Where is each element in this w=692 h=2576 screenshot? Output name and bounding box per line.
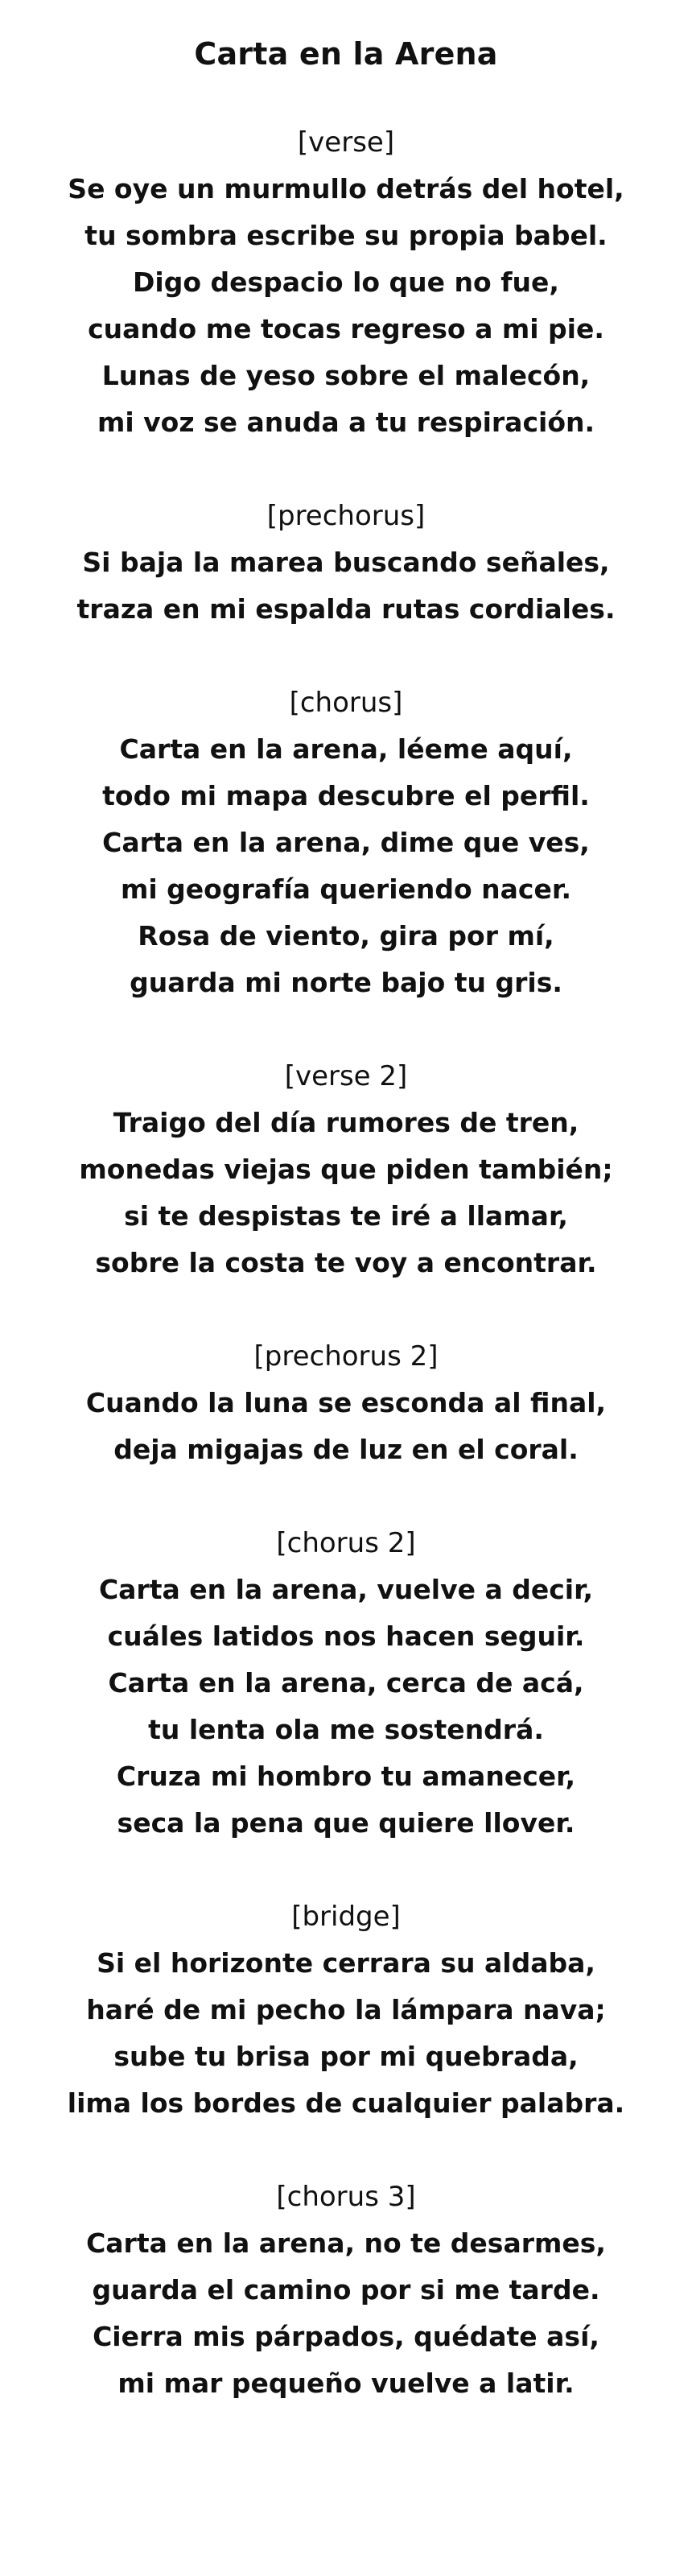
- lyric-line: Carta en la arena, dime que ves,: [102, 827, 590, 858]
- lyric-line: traza en mi espalda rutas cordiales.: [76, 593, 616, 625]
- lyrics-section: [0, 679, 692, 1006]
- lyric-line: Carta en la arena, cerca de acá,: [108, 1667, 584, 1699]
- lyric-line: si te despistas te iré a llamar,: [124, 1200, 568, 1232]
- section-lines: [0, 1100, 692, 1286]
- section-label: [chorus 3]: [276, 2181, 416, 2213]
- lyrics-section: [0, 493, 692, 633]
- section-label: [verse 2]: [284, 1060, 408, 1092]
- lyric-line: Cierra mis párpados, quédate así,: [93, 2321, 599, 2352]
- lyrics-section: [0, 1053, 692, 1286]
- lyric-line: tu sombra escribe su propia babel.: [84, 220, 608, 251]
- section-lines: [0, 1940, 692, 2127]
- section-lines: [0, 166, 692, 446]
- lyric-line: Carta en la arena, no te desarmes,: [86, 2227, 606, 2259]
- lyric-line: deja migajas de luz en el coral.: [113, 1434, 579, 1465]
- section-label: [prechorus]: [266, 500, 426, 532]
- section-lines: [0, 1567, 692, 1847]
- lyric-line: sube tu brisa por mi quebrada,: [113, 2041, 579, 2072]
- lyric-line: Se oye un murmullo detrás del hotel,: [68, 173, 624, 204]
- lyric-line: cuáles latidos nos hacen seguir.: [107, 1620, 585, 1652]
- lyrics-section: [0, 2174, 692, 2407]
- section-lines: [0, 726, 692, 1006]
- section-label: [prechorus 2]: [253, 1340, 439, 1373]
- section-label: [chorus 2]: [276, 1527, 416, 1559]
- section-label: [chorus]: [289, 687, 403, 719]
- lyrics-section: [0, 1333, 692, 1473]
- lyric-line: Traigo del día rumores de tren,: [113, 1107, 579, 1138]
- lyric-line: Digo despacio lo que no fue,: [133, 266, 559, 298]
- song-title: Carta en la Arena: [194, 36, 498, 72]
- lyric-line: Rosa de viento, gira por mí,: [138, 920, 554, 952]
- lyric-line: sobre la costa te voy a encontrar.: [95, 1247, 597, 1278]
- lyrics-section: [0, 1893, 692, 2127]
- lyric-line: todo mi mapa descubre el perfil.: [102, 780, 590, 811]
- lyric-line: mi geografía queriendo nacer.: [120, 873, 571, 905]
- lyric-line: guarda mi norte bajo tu gris.: [130, 967, 562, 998]
- lyrics-section: [0, 1520, 692, 1847]
- lyric-line: mi voz se anuda a tu respiración.: [97, 407, 595, 438]
- lyric-line: mi mar pequeño vuelve a latir.: [117, 2368, 575, 2399]
- lyrics-body: [0, 119, 692, 2407]
- lyric-line: Lunas de yeso sobre el malecón,: [101, 360, 591, 391]
- section-lines: [0, 2220, 692, 2407]
- lyric-line: Carta en la arena, vuelve a decir,: [98, 1574, 594, 1605]
- lyric-line: Carta en la arena, léeme aquí,: [119, 733, 573, 765]
- lyric-line: lima los bordes de cualquier palabra.: [67, 2087, 625, 2119]
- lyric-line: Si el horizonte cerrara su aldaba,: [97, 1947, 595, 1979]
- lyric-line: seca la pena que quiere llover.: [117, 1807, 575, 1839]
- section-lines: [0, 539, 692, 633]
- lyrics-section: [0, 119, 692, 446]
- lyric-line: monedas viejas que piden también;: [79, 1154, 613, 1185]
- lyric-line: Cruza mi hombro tu amanecer,: [116, 1761, 576, 1792]
- lyric-line: haré de mi pecho la lámpara nava;: [86, 1994, 606, 2025]
- section-label: [bridge]: [291, 1901, 401, 1933]
- section-label: [verse]: [297, 126, 395, 159]
- lyric-line: cuando me tocas regreso a mi pie.: [88, 313, 604, 345]
- lyric-line: guarda el camino por si me tarde.: [92, 2274, 600, 2306]
- lyric-line: Si baja la marea buscando señales,: [82, 547, 610, 578]
- section-lines: [0, 1380, 692, 1473]
- lyric-line: Cuando la luna se esconda al final,: [85, 1387, 607, 1418]
- lyric-line: tu lenta ola me sostendrá.: [148, 1714, 544, 1745]
